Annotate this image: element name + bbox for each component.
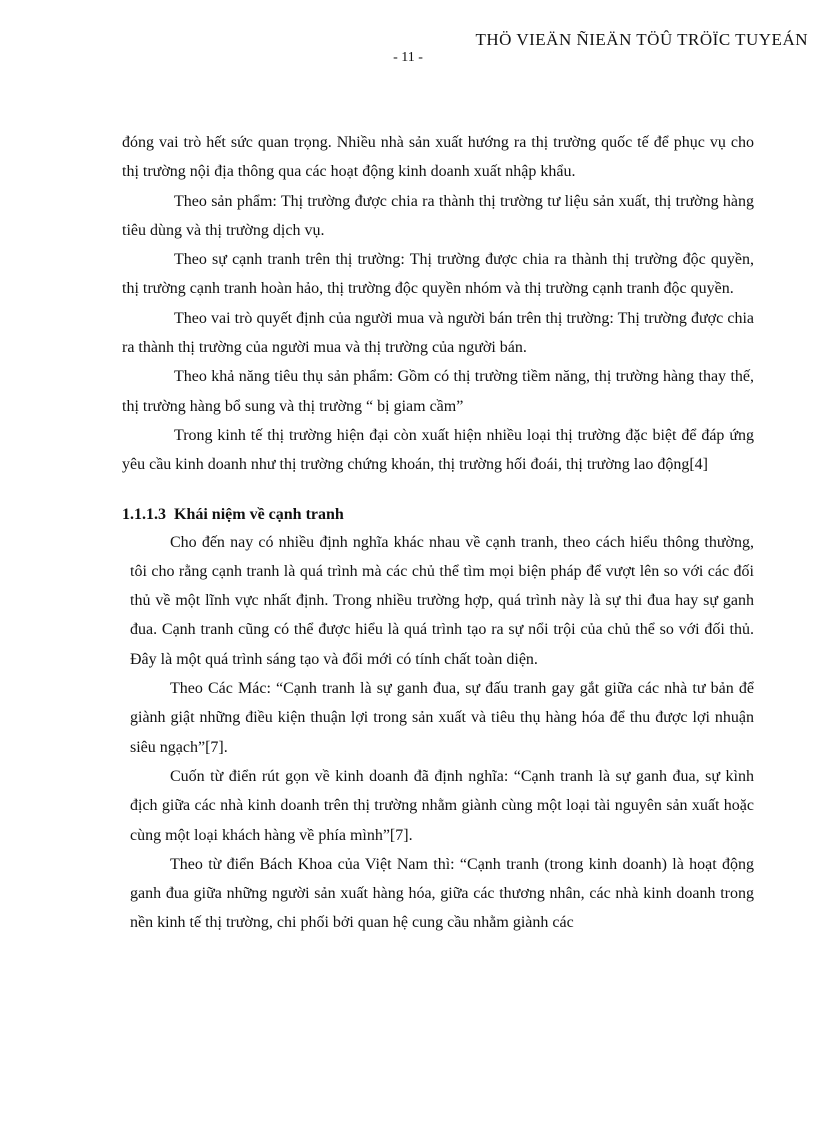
library-header-title: THÖ VIEÄN ÑIEÄN TÖÛ TRÖÏC TUYEÁN — [475, 30, 808, 49]
document-body — [122, 128, 754, 938]
paragraph: Theo sự cạnh tranh trên thị trường: Thị trường được chia ra thành thị trường độc quyền, thị trường cạnh tranh hoàn hảo, thị trường độc quyền nhóm và thị trường cạnh tranh độc quyền. — [122, 251, 754, 298]
paragraph: Theo khả năng tiêu thụ sản phẩm: Gồm có thị trường tiềm năng, thị trường hàng thay thế, thị trường hàng bổ sung và thị trường “ bị giam cầm” — [122, 368, 754, 415]
section-body — [122, 528, 754, 938]
paragraph-continuation: đóng vai trò hết sức quan trọng. Nhiều nhà sản xuất hướng ra thị trường quốc tế để phục vụ cho thị trường nội địa thông qua các hoạt động kinh doanh xuất nhập khẩu. — [122, 134, 754, 181]
paragraph: Theo Các Mác: “Cạnh tranh là sự ganh đua, sự đấu tranh gay gắt giữa các nhà tư bản để giành giật những điều kiện thuận lợi trong sản xuất và tiêu thụ hàng hóa để thu được lợi nhuận siêu ngạch”[7]. — [130, 680, 754, 756]
paragraph: Cho đến nay có nhiều định nghĩa khác nhau về cạnh tranh, theo cách hiểu thông thường, tôi cho rằng cạnh tranh là quá trình mà các chủ thể tìm mọi biện pháp để vượt lên so với các đối thủ về một lĩnh vực nhất định. Trong nhiều trường hợp, quá trình này là sự thi đua hay sự ganh đua. Cạnh tranh cũng có thể được hiểu là quá trình tạo ra sự nổi trội của chủ thể so với đối thủ. Đây là một quá trình sáng tạo và đổi mới có tính chất toàn diện. — [130, 533, 754, 668]
paragraph: Theo vai trò quyết định của người mua và người bán trên thị trường: Thị trường được chia ra thành thị trường của người mua và thị trường của người bán. — [122, 309, 754, 357]
section-number: 1.1.1.3 — [122, 505, 166, 523]
section-title: Khái niệm về cạnh tranh — [174, 505, 344, 523]
section-heading — [122, 502, 754, 528]
paragraph: Theo từ điển Bách Khoa của Việt Nam thì: “Cạnh tranh (trong kinh doanh) là hoạt động ganh đua giữa những người sản xuất hàng hóa, giữa các thương nhân, các nhà kinh doanh trong nền kinh tế thị trường, chi phối bởi quan hệ cung cầu nhằm giành các — [130, 855, 754, 932]
paragraph: Theo sản phẩm: Thị trường được chia ra thành thị trường tư liệu sản xuất, thị trường hàng tiêu dùng và thị trường dịch vụ. — [122, 192, 754, 239]
page-number: - 11 - — [393, 50, 423, 65]
paragraph: Cuốn từ điển rút gọn về kinh doanh đã định nghĩa: “Cạnh tranh là sự ganh đua, sự kình địch giữa các nhà kinh doanh trên thị trường nhằm giành cùng một loại tài nguyên sản xuất hoặc cùng một loại khách hàng về phía mình”[7]. — [130, 767, 754, 844]
paragraph: Trong kinh tế thị trường hiện đại còn xuất hiện nhiều loại thị trường đặc biệt để đáp ứng yêu cầu kinh doanh như thị trường chứng khoán, thị trường hối đoái, thị trường lao động[4] — [122, 426, 754, 474]
